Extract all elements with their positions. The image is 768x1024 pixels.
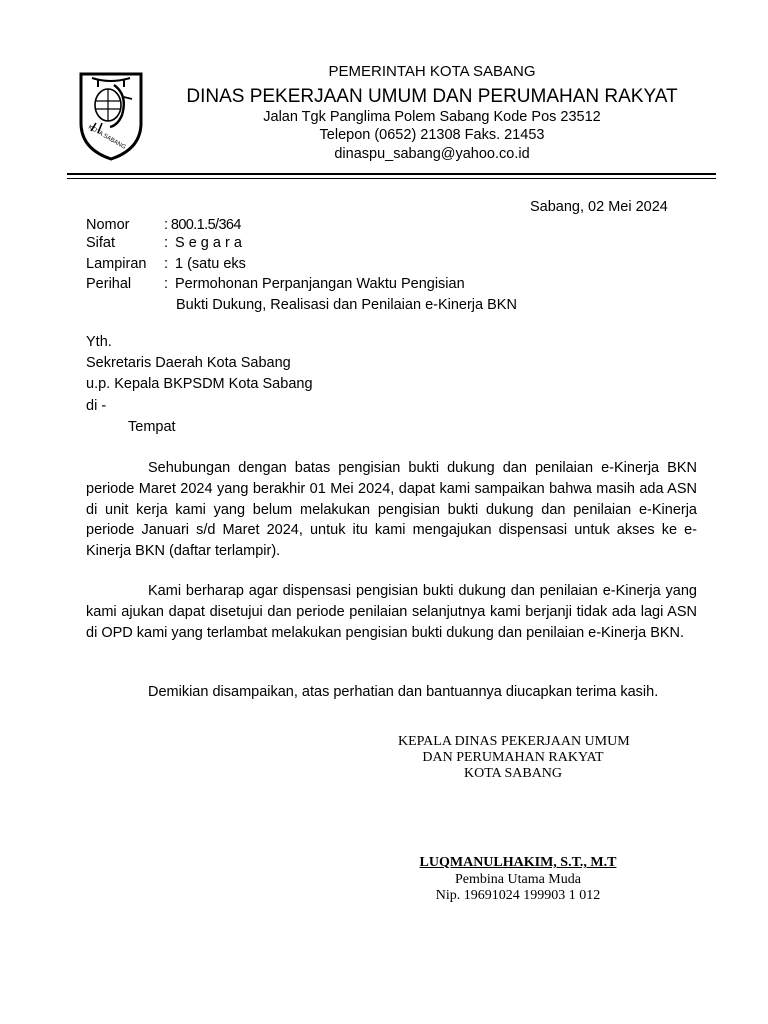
perihal-colon: : — [164, 276, 169, 292]
sifat-label: Sifat — [86, 235, 116, 251]
signatory-name: LUQMANULHAKIM, S.T., M.T — [419, 855, 617, 870]
lampiran-value: 1 (satu eks — [175, 256, 246, 272]
signature-title-1: KEPALA DINAS PEKERJAAN UMUM — [398, 734, 630, 749]
letterhead-rule-thick — [67, 173, 716, 175]
sifat-value: S e g a r a — [175, 235, 242, 251]
signatory-nip: Nip. 19691024 199903 1 012 — [435, 888, 601, 903]
recipient-line-2: u.p. Kepala BKPSDM Kota Sabang — [86, 376, 313, 392]
lampiran-colon: : — [164, 256, 169, 272]
logo-text: KOTA SABANG — [87, 124, 127, 151]
body-paragraph-3: Demikian disampaikan, atas perhatian dan bantuannya diucapkan terima kasih. — [148, 684, 659, 700]
agency-name: DINAS PEKERJAAN UMUM DAN PERUMAHAN RAKYAT — [186, 86, 678, 107]
signature-title-3: KOTA SABANG — [463, 766, 563, 781]
nomor-label: Nomor — [86, 217, 130, 233]
agency-phone: Telepon (0652) 21308 Faks. 21453 — [319, 127, 545, 143]
letter-date: Sabang, 02 Mei 2024 — [530, 199, 668, 215]
letterhead-rule-thin — [67, 178, 716, 179]
recipient-place: Tempat — [128, 419, 176, 435]
perihal-line-1: Permohonan Perpanjangan Waktu Pengisian — [175, 276, 465, 292]
body-paragraph-2: Kami berharap agar dispensasi pengisian bukti dukung dan penilaian e-Kinerja yang kami ajukan dapat disetujui dan periode penilaian selanjutnya kami berjanji tidak ada lagi ASN di OPD kami yang terlambat melakukan pengisian bukti dukung dan penilaian e-Kinerja BKN. — [86, 583, 697, 641]
recipient-line-3: di - — [86, 398, 107, 414]
signature-title-2: DAN PERUMAHAN RAKYAT — [422, 750, 604, 765]
agency-address: Jalan Tgk Panglima Polem Sabang Kode Pos 23512 — [263, 109, 601, 125]
body-paragraph-1: Sehubungan dengan batas pengisian bukti dukung dan penilaian e-Kinerja BKN periode Maret 2024 yang berakhir 01 Mei 2024, dapat kami sampaikan bahwa masih ada ASN di unit kerja kami yang belum melakukan pengisian bukti dukung dan penilaian e-Kinerja periode Januari s/d Maret 2024, untuk itu kami mengajukan dispensasi untuk akses ke e-Kinerja BKN (daftar terlampir). — [86, 460, 697, 560]
lampiran-label: Lampiran — [86, 256, 147, 272]
signatory-rank: Pembina Utama Muda — [455, 872, 581, 887]
perihal-line-2: Bukti Dukung, Realisasi dan Penilaian e-Kinerja BKN — [176, 297, 517, 313]
recipient-yth: Yth. — [86, 334, 112, 350]
perihal-label: Perihal — [86, 276, 132, 292]
agency-email[interactable]: dinaspu_sabang@yahoo.co.id — [334, 146, 530, 162]
sifat-colon: : — [164, 235, 169, 251]
government-name: PEMERINTAH KOTA SABANG — [328, 63, 536, 80]
nomor-value: : 800.1.5/364 — [164, 217, 241, 233]
recipient-line-1: Sekretaris Daerah Kota Sabang — [86, 355, 291, 371]
